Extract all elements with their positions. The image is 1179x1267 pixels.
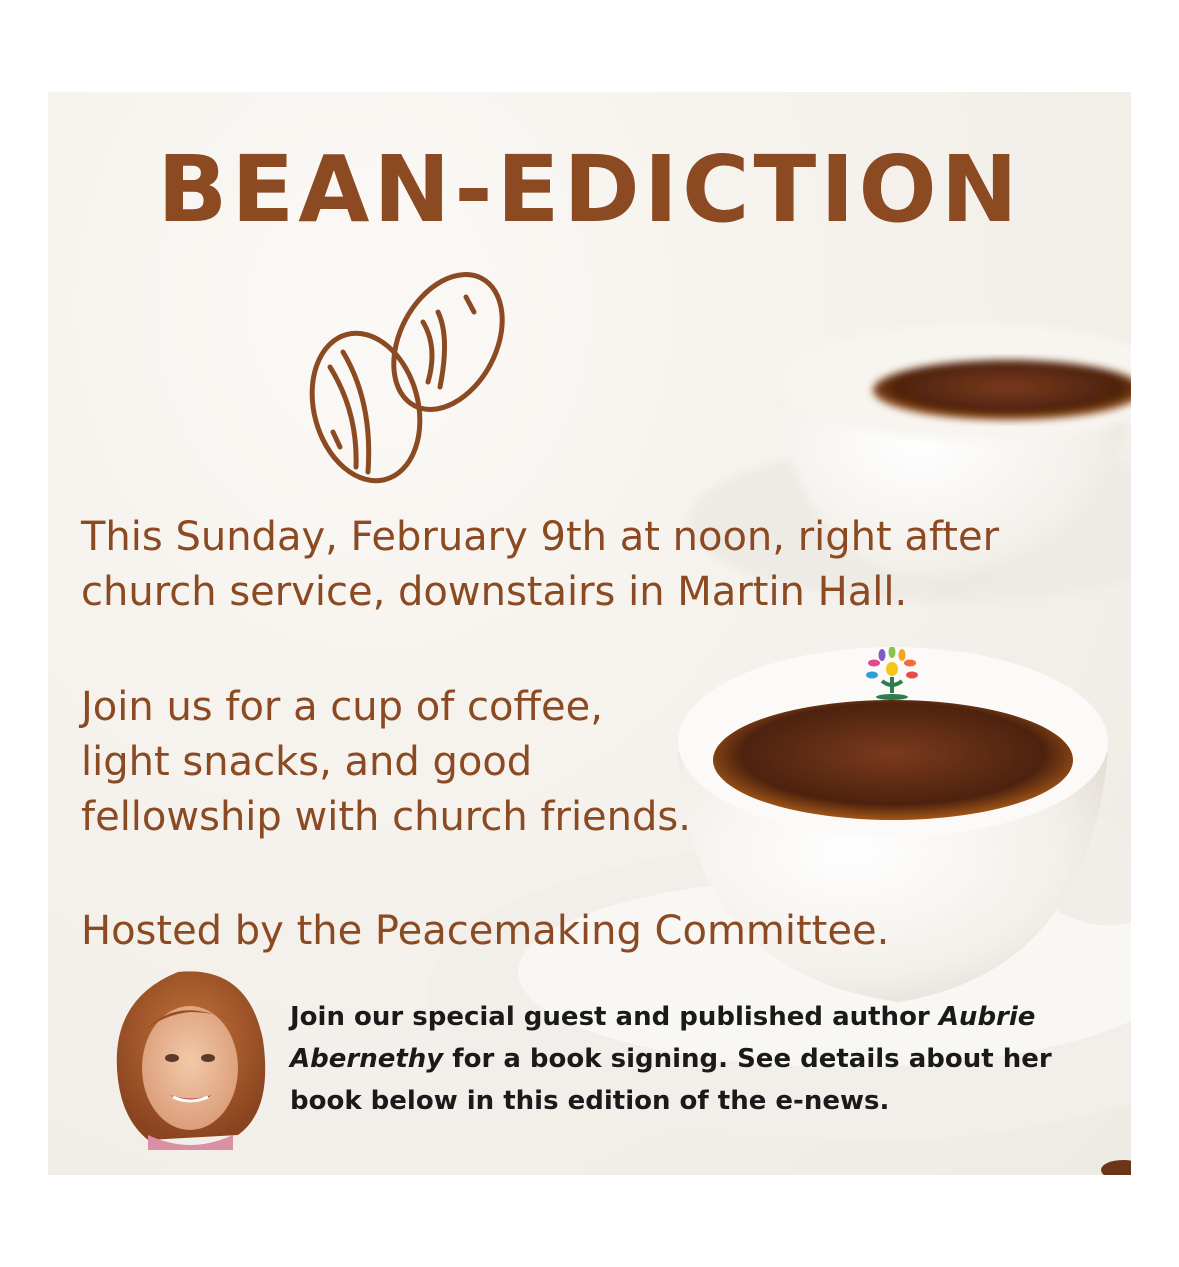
- invite-line: light snacks, and good: [81, 739, 533, 785]
- guest-note-rest: book below in this edition of the e-news.: [290, 1086, 890, 1116]
- event-title: BEAN-EDICTION: [157, 136, 1022, 243]
- guest-note-intro: Join our special guest and published author: [290, 1002, 939, 1032]
- invite-line: fellowship with church friends.: [81, 794, 691, 840]
- tree-logo-icon: [860, 647, 924, 707]
- guest-author-name: Aubrie Abernethy: [290, 1002, 1036, 1074]
- guest-note: [290, 996, 1090, 1122]
- invite-line: Join us for a cup of coffee,: [81, 684, 603, 730]
- event-details-line: church service, downstairs in Martin Hall.: [81, 569, 908, 615]
- host-line: Hosted by the Peacemaking Committee.: [81, 908, 890, 954]
- event-details-line: This Sunday, February 9th at noon, right after: [81, 514, 1000, 560]
- flyer: [48, 92, 1131, 1175]
- coffee-beans-icon: [288, 272, 518, 492]
- guest-portrait: [108, 960, 268, 1150]
- guest-note-rest: for a book signing. See details about her: [443, 1044, 1052, 1074]
